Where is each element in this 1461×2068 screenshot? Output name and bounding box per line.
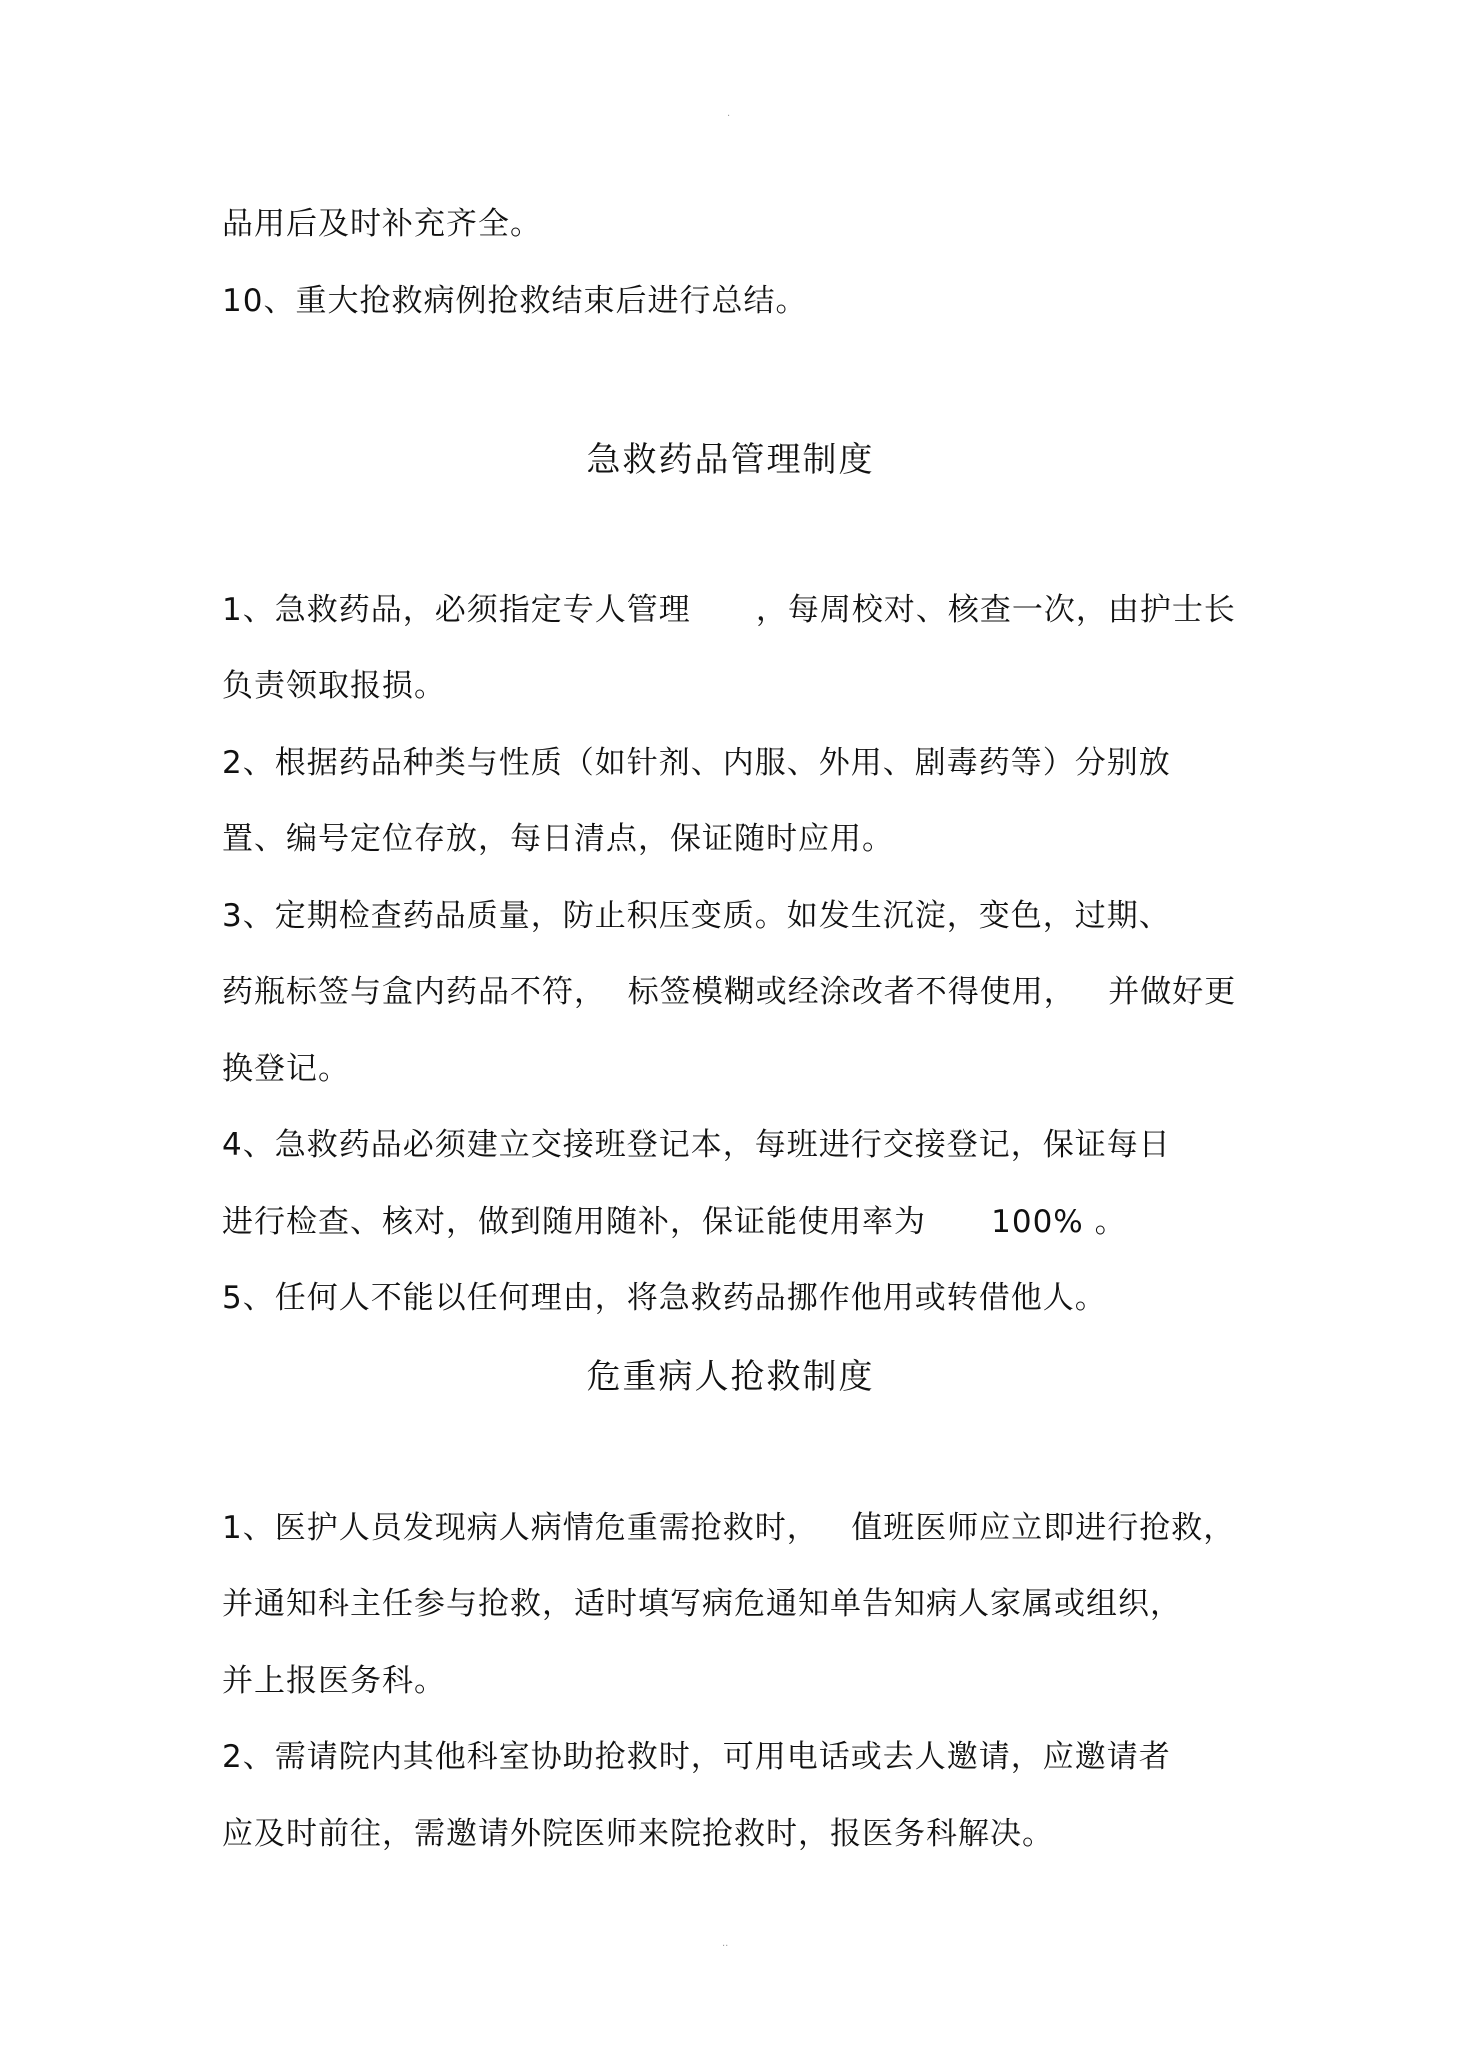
bottom-page-marker: ·· (722, 1941, 729, 1952)
section1-line-8: 4、急救药品必须建立交接班登记本，每班进行交接登记，保证每日 (222, 1127, 1171, 1163)
section1-line-2: 负责领取报损。 (222, 668, 446, 704)
section1-line-3: 2、根据药品种类与性质（如针剂、内服、外用、剧毒药等）分别放 (222, 745, 1171, 781)
intro-line-2: 10、重大抢救病例抢救结束后进行总结。 (222, 283, 808, 319)
section-title-critical-rescue: 危重病人抢救制度 (586, 1357, 875, 1397)
section1-line-6: 药瓶标签与盒内药品不符， 标签模糊或经涂改者不得使用， 并做好更 (222, 974, 1237, 1010)
section2-line-2: 并通知科主任参与抢救，适时填写病危通知单告知病人家属或组织， (222, 1586, 1182, 1622)
section2-line-3: 并上报医务科。 (222, 1663, 446, 1699)
top-page-marker: · (727, 111, 731, 122)
section1-line-4: 置、编号定位存放，每日清点，保证随时应用。 (222, 821, 894, 857)
section1-line-10: 5、任何人不能以任何理由，将急救药品挪作他用或转借他人。 (222, 1280, 1107, 1316)
section1-line-9: 进行检查、核对，做到随用随补，保证能使用率为 100% 。 (222, 1204, 1127, 1240)
section-title-emergency-drugs: 急救药品管理制度 (586, 440, 875, 480)
section1-line-1: 1、急救药品，必须指定专人管理 ，每周校对、核查一次，由护士长 (222, 592, 1236, 628)
section2-line-1: 1、医护人员发现病人病情危重需抢救时， 值班医师应立即进行抢救， (222, 1510, 1236, 1546)
section2-line-4: 2、需请院内其他科室协助抢救时，可用电话或去人邀请，应邀请者 (222, 1739, 1171, 1775)
section2-line-5: 应及时前往，需邀请外院医师来院抢救时，报医务科解决。 (222, 1816, 1054, 1852)
section1-line-5: 3、定期检查药品质量，防止积压变质。如发生沉淀，变色，过期、 (222, 898, 1171, 934)
section1-line-7: 换登记。 (222, 1051, 350, 1087)
intro-line-1: 品用后及时补充齐全。 (222, 206, 542, 242)
